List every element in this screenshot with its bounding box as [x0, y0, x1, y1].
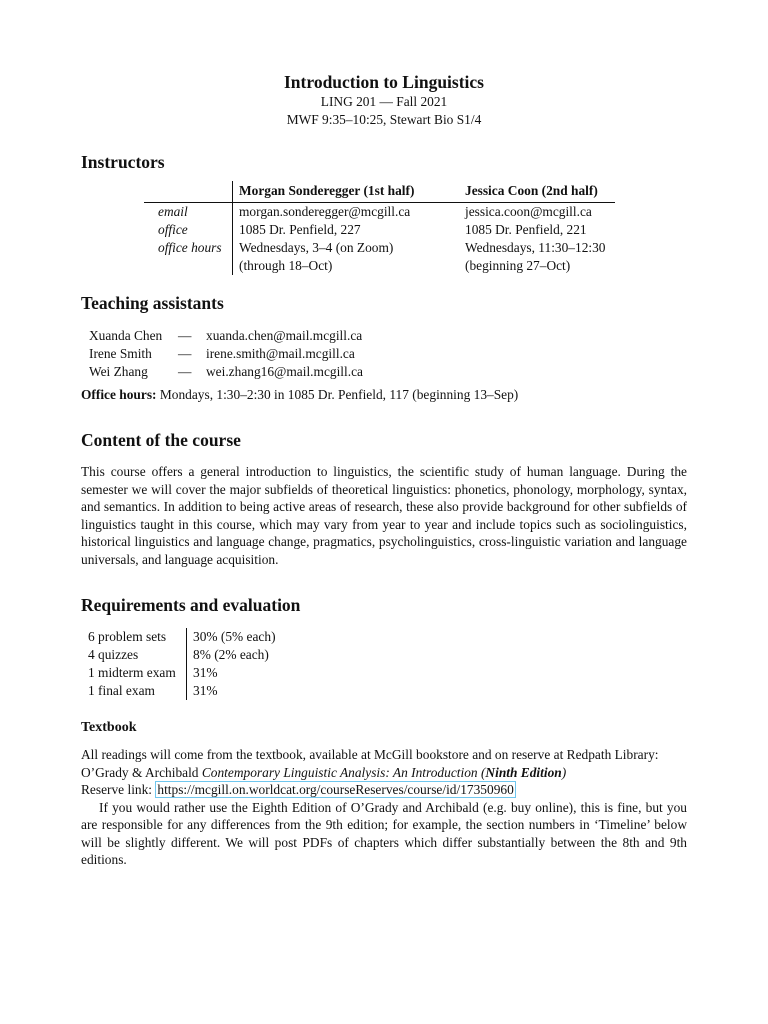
- ta-office-hours: [81, 386, 687, 404]
- table-row: [144, 221, 615, 239]
- instructor-1-name: Morgan Sonderegger (1st half): [233, 181, 460, 203]
- requirement-weight: 8% (2% each): [187, 646, 334, 664]
- textbook-citation: [81, 764, 687, 782]
- ta-name: Wei Zhang: [89, 364, 148, 379]
- ta-dash: —: [178, 364, 192, 379]
- instructors-heading: Instructors: [81, 152, 165, 172]
- ta-dash: —: [178, 328, 192, 343]
- office-hours-label: Office hours:: [81, 387, 157, 402]
- requirements-heading: Requirements and evaluation: [81, 595, 301, 615]
- instructor-2-office-hours-note: (beginning 27–Oct): [465, 258, 571, 273]
- ta-email: xuanda.chen@mail.mcgill.ca: [206, 328, 363, 343]
- textbook-intro: All readings will come from the textbook, available at McGill bookstore and on reserve at Redpath Library:: [81, 747, 659, 762]
- table-row: [89, 345, 363, 363]
- requirement-item: 1 midterm exam: [88, 665, 176, 680]
- row-label: office hours: [158, 240, 222, 255]
- textbook-section: [81, 746, 687, 869]
- textbook-heading: Textbook: [81, 720, 137, 735]
- table-row: [144, 239, 615, 257]
- document-header: [0, 71, 768, 129]
- teaching-assistants-table: [89, 327, 363, 381]
- ta-email: irene.smith@mail.mcgill.ca: [206, 346, 355, 361]
- content-paragraph: This course offers a general introduction to linguistics, the scientific study of human language. During the semester we will cover the major subfields of theoretical linguistics: phonetics, phonology, morphology, syntax, and semantics. In addition to being active areas of research, these also provide background for other subfields of linguistics taught in this course, which may vary from year to year and include topics such as sociolinguistics, historical linguistics and language change, pragmatics, psycholinguistics, cross-linguistic variation and language universals, and language acquisition.: [81, 464, 687, 567]
- table-row: [82, 664, 333, 682]
- eighth-edition-paragraph: If you would rather use the Eighth Edition of O’Grady and Archibald (e.g. buy online), this is fine, but you are responsible for any differences from the 9th edition; for example, the section numbers in ‘Timeline’ below will be slightly different. We will post PDFs of chapters which differ substantially between the 8th and 9th editions.: [81, 799, 687, 867]
- table-row: [144, 257, 615, 275]
- reserve-label: Reserve link:: [81, 782, 156, 797]
- table-row: [89, 363, 363, 381]
- requirement-item: 4 quizzes: [88, 647, 139, 662]
- requirement-weight: 31%: [187, 664, 334, 682]
- content-heading: Content of the course: [81, 430, 241, 450]
- reserve-link[interactable]: https://mcgill.on.worldcat.org/courseReserves/course/id/17350960: [157, 782, 514, 797]
- textbook-title-close: ): [561, 764, 567, 780]
- instructors-header-row: [144, 181, 615, 203]
- document-title: Introduction to Linguistics: [284, 72, 484, 92]
- schedule-line: MWF 9:35–10:25, Stewart Bio S1/4: [286, 112, 482, 127]
- instructor-2-name: Jessica Coon (2nd half): [459, 181, 615, 203]
- requirement-weight: 30% (5% each): [187, 628, 334, 646]
- requirements-table: [82, 628, 333, 700]
- ta-email: wei.zhang16@mail.mcgill.ca: [206, 364, 363, 379]
- requirement-item: 6 problem sets: [88, 629, 167, 644]
- ta-name: Irene Smith: [89, 346, 152, 361]
- instructor-1-email: morgan.sonderegger@mcgill.ca: [233, 203, 460, 222]
- textbook-authors: O’Grady & Archibald: [81, 764, 202, 780]
- instructor-2-office: 1085 Dr. Penfield, 221: [465, 222, 587, 237]
- textbook-title: Contemporary Linguistic Analysis: An Introduction (: [201, 764, 486, 780]
- row-label: office: [158, 222, 188, 237]
- table-row: [89, 327, 363, 345]
- ta-name: Xuanda Chen: [89, 328, 163, 343]
- row-label: email: [158, 204, 188, 219]
- table-row: [82, 646, 333, 664]
- textbook-edition: Ninth Edition: [485, 764, 562, 780]
- table-row: [82, 682, 333, 700]
- table-row: [144, 203, 615, 222]
- instructor-2-office-hours: Wednesdays, 11:30–12:30: [465, 240, 606, 255]
- requirement-item: 1 final exam: [88, 683, 155, 698]
- instructor-1-office-hours-note: (through 18–Oct): [233, 257, 460, 275]
- table-row: [82, 628, 333, 646]
- teaching-assistants-heading: Teaching assistants: [81, 293, 224, 313]
- instructor-1-office-hours: Wednesdays, 3–4 (on Zoom): [233, 239, 460, 257]
- instructor-1-office: 1085 Dr. Penfield, 227: [233, 221, 460, 239]
- instructor-2-email: jessica.coon@mcgill.ca: [465, 204, 592, 219]
- office-hours-text: Mondays, 1:30–2:30 in 1085 Dr. Penfield, 117 (beginning 13–Sep): [156, 387, 519, 402]
- requirement-weight: 31%: [187, 682, 334, 700]
- instructors-table: [144, 181, 615, 275]
- course-line: LING 201 — Fall 2021: [320, 94, 448, 109]
- ta-dash: —: [178, 346, 192, 361]
- row-label: [144, 257, 233, 275]
- reserve-line: [81, 781, 687, 799]
